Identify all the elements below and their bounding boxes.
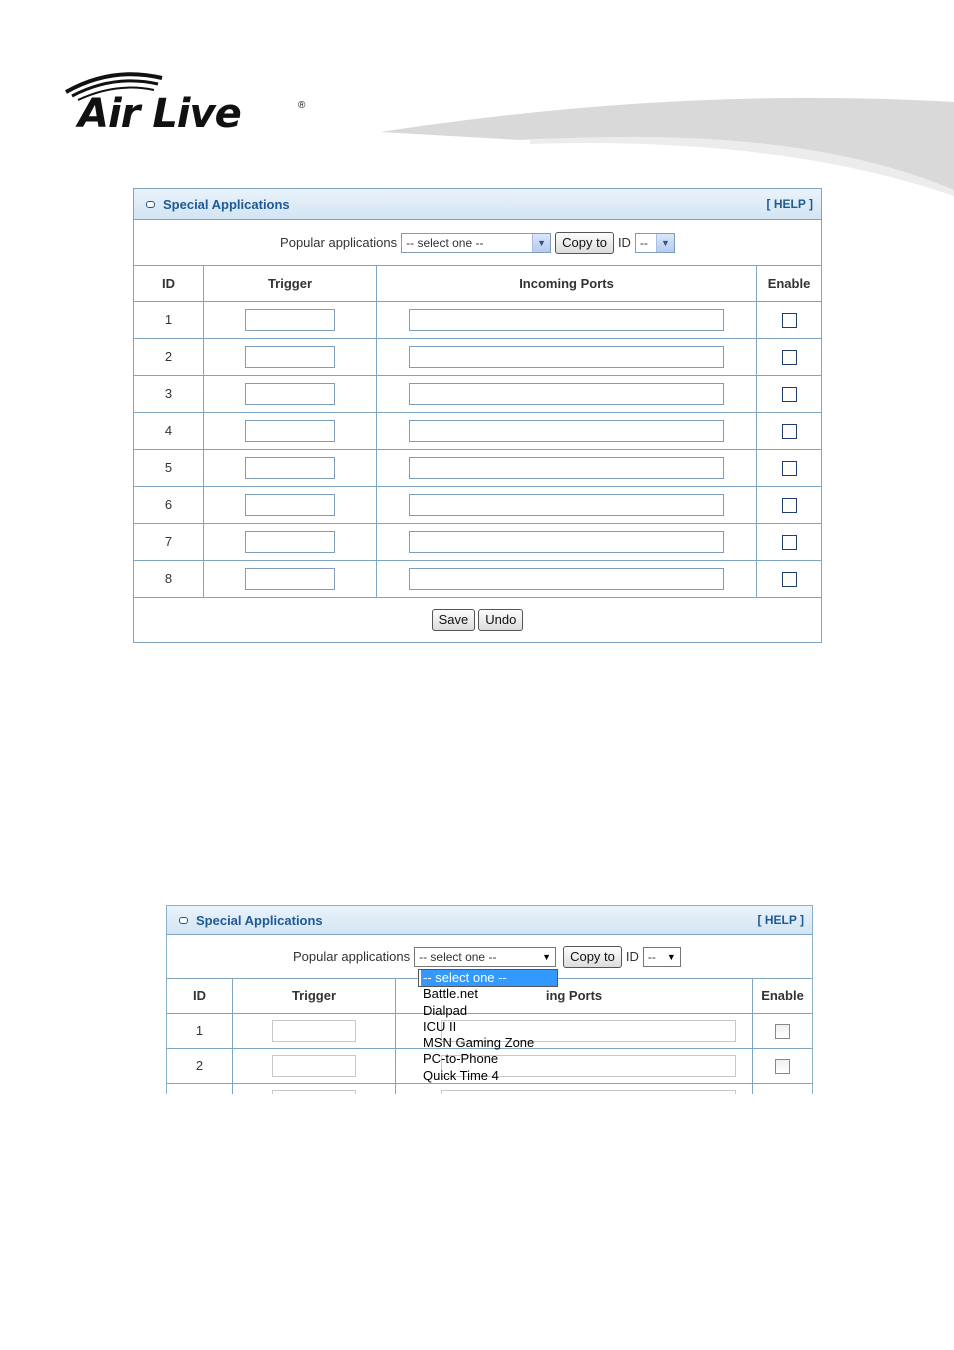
incoming-ports-input[interactable] — [409, 346, 724, 368]
col-incoming-ports: Incoming Ports — [377, 266, 757, 301]
incoming-ports-cell — [377, 375, 757, 412]
enable-checkbox[interactable] — [782, 424, 797, 439]
save-button[interactable]: Save — [432, 609, 476, 631]
enable-checkbox[interactable] — [782, 461, 797, 476]
enable-checkbox[interactable] — [782, 313, 797, 328]
id-select[interactable] — [635, 233, 675, 253]
undo-button[interactable]: Undo — [478, 609, 523, 631]
enable-cell — [757, 338, 822, 375]
chevron-down-icon: ▼ — [532, 234, 550, 252]
popular-apps-select[interactable] — [414, 947, 556, 967]
col-id: ID — [134, 266, 204, 301]
trigger-cell — [204, 375, 377, 412]
table-row — [134, 560, 821, 597]
trigger-input[interactable] — [272, 1055, 356, 1077]
dropdown-option[interactable]: ICU II — [423, 1018, 457, 1034]
col-enable: Enable — [757, 266, 822, 301]
panel-header — [134, 189, 821, 220]
registered-mark: ® — [298, 100, 306, 111]
col-id: ID — [167, 979, 233, 1013]
incoming-ports-input[interactable] — [409, 494, 724, 516]
copy-to-button[interactable]: Copy to — [563, 946, 622, 968]
enable-cell — [753, 1048, 813, 1083]
id-select[interactable] — [643, 947, 681, 967]
popular-apps-select[interactable] — [401, 233, 551, 253]
trigger-input[interactable] — [272, 1090, 356, 1095]
panel-title-text: Special Applications — [163, 197, 290, 212]
row-id: 2 — [134, 338, 204, 375]
dropdown-screenshot — [166, 905, 816, 1094]
popular-apps-select-value: -- select one -- — [419, 949, 497, 964]
help-link[interactable]: [ HELP ] — [766, 197, 813, 211]
enable-checkbox[interactable] — [782, 498, 797, 513]
panel-title — [179, 913, 323, 928]
enable-checkbox[interactable] — [782, 572, 797, 587]
chevron-down-icon: ▼ — [538, 948, 555, 966]
table-row — [167, 1083, 812, 1094]
row-id: 8 — [134, 560, 204, 597]
incoming-ports-input[interactable] — [409, 568, 724, 590]
trigger-cell — [233, 1048, 396, 1083]
table-row — [134, 375, 821, 412]
incoming-ports-cell — [377, 412, 757, 449]
trigger-cell — [204, 338, 377, 375]
enable-checkbox[interactable] — [775, 1059, 790, 1074]
dropdown-option[interactable]: MSN Gaming Zone — [423, 1035, 535, 1051]
enable-cell — [757, 523, 822, 560]
trigger-input[interactable] — [245, 309, 335, 331]
logo-text: Air Live — [78, 91, 241, 137]
trigger-input[interactable] — [245, 383, 335, 405]
trigger-cell — [233, 1083, 396, 1094]
enable-checkbox[interactable] — [782, 350, 797, 365]
dropdown-option[interactable]: Quick Time 4 — [423, 1067, 499, 1083]
trigger-input[interactable] — [245, 420, 335, 442]
trigger-cell — [204, 523, 377, 560]
row-id: 2 — [167, 1048, 233, 1083]
trigger-input[interactable] — [272, 1020, 356, 1042]
col-enable: Enable — [753, 979, 813, 1013]
enable-cell — [753, 1083, 813, 1094]
enable-checkbox[interactable] — [782, 535, 797, 550]
row-id: 3 — [134, 375, 204, 412]
incoming-ports-cell — [377, 449, 757, 486]
enable-cell — [757, 560, 822, 597]
enable-cell — [757, 412, 822, 449]
row-id: 1 — [167, 1013, 233, 1048]
id-label: ID — [617, 235, 631, 250]
enable-cell — [757, 301, 822, 338]
id-label: ID — [625, 949, 639, 964]
trigger-cell — [204, 560, 377, 597]
bullet-icon — [146, 201, 155, 208]
trigger-cell — [204, 412, 377, 449]
row-id: 6 — [134, 486, 204, 523]
incoming-ports-input[interactable] — [441, 1090, 736, 1095]
trigger-input[interactable] — [245, 346, 335, 368]
table-row — [134, 301, 821, 338]
panel-title — [146, 197, 290, 212]
trigger-input[interactable] — [245, 494, 335, 516]
trigger-cell — [204, 486, 377, 523]
trigger-cell — [233, 1013, 396, 1048]
row-id: 7 — [134, 523, 204, 560]
popular-apps-label: Popular applications — [293, 949, 411, 964]
table-header-row — [134, 266, 821, 301]
help-link[interactable]: [ HELP ] — [757, 913, 804, 927]
chevron-down-icon: ▼ — [663, 948, 680, 966]
special-apps-table — [134, 266, 821, 598]
col-trigger: Trigger — [204, 266, 377, 301]
incoming-ports-input[interactable] — [409, 383, 724, 405]
panel-title-text: Special Applications — [196, 913, 323, 928]
table-row — [134, 486, 821, 523]
incoming-ports-cell — [377, 486, 757, 523]
popular-apps-toolbar — [134, 220, 821, 266]
airlive-logo — [62, 70, 312, 142]
dropdown-option[interactable]: PC-to-Phone — [423, 1051, 499, 1067]
bullet-icon — [179, 917, 188, 924]
copy-to-button[interactable]: Copy to — [555, 232, 614, 254]
enable-cell — [757, 449, 822, 486]
incoming-ports-input[interactable] — [409, 531, 724, 553]
enable-checkbox[interactable] — [775, 1024, 790, 1039]
trigger-cell — [204, 301, 377, 338]
enable-cell — [757, 375, 822, 412]
panel-header — [167, 906, 812, 935]
incoming-ports-input[interactable] — [409, 420, 724, 442]
trigger-input[interactable] — [245, 457, 335, 479]
trigger-input[interactable] — [245, 531, 335, 553]
incoming-ports-input[interactable] — [409, 309, 724, 331]
incoming-ports-input[interactable] — [409, 457, 724, 479]
enable-cell — [757, 486, 822, 523]
popular-apps-select-value: -- select one -- — [406, 235, 484, 250]
row-id — [167, 1083, 233, 1094]
popular-apps-dropdown-list[interactable] — [418, 969, 558, 1083]
table-row — [134, 338, 821, 375]
id-select-value: -- — [639, 235, 648, 250]
table-row — [134, 449, 821, 486]
table-row — [134, 412, 821, 449]
col-incoming-ports: ing Ports — [396, 979, 753, 1013]
row-id: 1 — [134, 301, 204, 338]
header-swoosh — [380, 96, 954, 196]
incoming-ports-cell — [377, 301, 757, 338]
form-actions — [134, 598, 821, 642]
trigger-input[interactable] — [245, 568, 335, 590]
popular-apps-label: Popular applications — [280, 235, 398, 250]
row-id: 5 — [134, 449, 204, 486]
chevron-down-icon: ▼ — [656, 234, 674, 252]
id-select-value: -- — [647, 949, 656, 964]
incoming-ports-cell — [377, 560, 757, 597]
dropdown-option[interactable]: -- select one -- — [421, 970, 557, 986]
trigger-cell — [204, 449, 377, 486]
enable-checkbox[interactable] — [782, 387, 797, 402]
col-trigger: Trigger — [233, 979, 396, 1013]
special-applications-panel — [133, 188, 822, 643]
incoming-ports-cell — [377, 523, 757, 560]
dropdown-option[interactable]: Battle.net — [423, 986, 478, 1002]
dropdown-option[interactable]: Dialpad — [423, 1002, 468, 1018]
enable-cell — [753, 1013, 813, 1048]
incoming-ports-cell — [396, 1083, 753, 1094]
incoming-ports-cell — [377, 338, 757, 375]
row-id: 4 — [134, 412, 204, 449]
table-row — [134, 523, 821, 560]
